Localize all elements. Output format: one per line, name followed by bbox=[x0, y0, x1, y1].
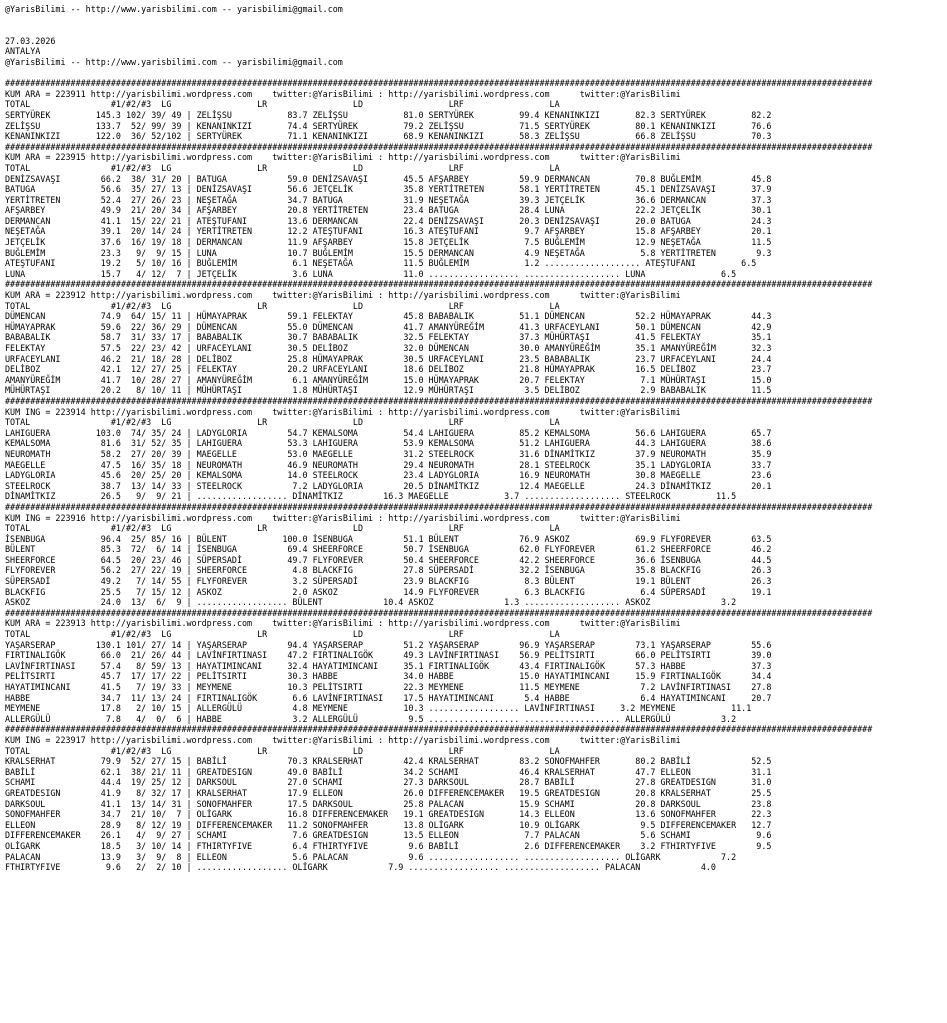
report-line: ELLEON 28.9 8/ 12/ 19 | DIFFERENCEMAKER 11.2 SONOFMAHFER 13.8 OLİGARK 10.9 OLİGARK 9.5 DIFFERENCEMAKER 12.7 bbox=[5, 819, 772, 830]
report-line: YAŞARSERAP 130.1 101/ 27/ 14 | YAŞARSERAP 94.4 YAŞARSERAP 51.2 YAŞARSERAP 96.9 YAŞARSERAP 73.1 YAŞARSERAP 55.6 bbox=[5, 639, 772, 650]
section-divider: ############################################################################################################################################################################ bbox=[5, 395, 873, 406]
section-divider: ############################################################################################################################################################################ bbox=[5, 78, 873, 89]
report-line: 27.03.2026 bbox=[5, 35, 56, 46]
report-line: KRALSERHAT 79.9 52/ 27/ 15 | BABİLİ 70.3 KRALSERHAT 42.4 KRALSERHAT 83.2 SONOFMAHFER 80.2 BABİLİ 52.5 bbox=[5, 756, 772, 767]
section-divider: ############################################################################################################################################################################ bbox=[5, 279, 873, 290]
report-line: MÜHÜRTAŞI 20.2 8/ 10/ 11 | MÜHÜRTAŞI 1.8 MÜHÜRTAŞI 12.9 MÜHÜRTAŞI 3.5 DELİBOZ 2.9 BABABALIK 11.5 bbox=[5, 385, 772, 396]
column-header: TOTAL #1/#2/#3 LG LR LD LRF LA bbox=[5, 745, 560, 756]
report-line: PALACAN 13.9 3/ 9/ 8 | ELLEON 5.6 PALACAN 9.6 .................. ................... OLİGARK 7.2 bbox=[5, 851, 737, 862]
race-header: KUM ING = 223914 http://yarisbilimi.wordpress.com twitter:@YarisBilimi : http://yarisbilimi.wordpress.com twitter:@YarisBilimi bbox=[5, 406, 681, 417]
report-line: KEMALSOMA 81.6 31/ 52/ 35 | LAHIGUERA 53.3 LAHIGUERA 53.9 KEMALSOMA 51.2 LAHIGUERA 44.3 LAHIGUERA 38.6 bbox=[5, 438, 772, 449]
blank-line bbox=[5, 15, 947, 26]
report-line: DIFFERENCEMAKER 26.1 4/ 9/ 27 | SCHAMI 7.6 GREATDESIGN 13.5 ELLEON 7.7 PALACAN 5.6 SCHAMI 9.6 bbox=[5, 830, 772, 841]
report-line: MEYMENE 17.8 2/ 10/ 15 | ALLERGÜLÜ 4.8 MEYMENE 10.3 .................. LAVİNFIRTINASI 3.2 MEYMENE 11.1 bbox=[5, 703, 752, 714]
report-line: FIRTINALIGÖK 66.0 21/ 26/ 44 | LAVİNFIRTINASI 47.2 FIRTINALIGÖK 49.3 LAVİNFIRTINASI 56.9 PELİTSIRTI 66.0 PELİTSIRTI 39.0 bbox=[5, 650, 772, 661]
section-divider: ############################################################################################################################################################################ bbox=[5, 501, 873, 512]
report-line: ASKOZ 24.0 13/ 6/ 9 | .................. BÜLENT 10.4 ASKOZ 1.3 ................... ASKOZ 3.2 bbox=[5, 597, 737, 608]
report-line: SCHAMI 44.4 19/ 25/ 12 | DARKSOUL 27.0 SCHAMI 27.3 DARKSOUL 28.7 BABİLİ 27.8 GREATDESIGN 31.0 bbox=[5, 777, 772, 788]
report-line: HAYATIMINCANI 41.5 7/ 19/ 33 | MEYMENE 10.3 PELİTSIRTI 22.3 MEYMENE 11.5 MEYMENE 7.2 LAVİNFIRTINASI 27.8 bbox=[5, 682, 772, 692]
report-line: DARKSOUL 41.1 13/ 14/ 31 | SONOFMAHFER 17.5 DARKSOUL 25.8 PALACAN 15.9 SCHAMI 20.8 DARKSOUL 23.8 bbox=[5, 798, 772, 809]
report-line: URFACEYLANI 46.2 21/ 18/ 28 | DELİBOZ 25.8 HÜMAYAPRAK 30.5 URFACEYLANI 23.5 BABABALIK 23.7 URFACEYLANI 24.4 bbox=[5, 353, 772, 364]
report-line: STEELROCK 38.7 13/ 14/ 33 | STEELROCK 7.2 LADYGLORIA 20.5 DİNAMİTKIZ 12.4 MAEGELLE 24.3 DİNAMİTKIZ 20.1 bbox=[5, 480, 772, 491]
report-line: SÜPERSADİ 49.2 7/ 14/ 55 | FLYFOREVER 3.2 SÜPERSADİ 23.9 BLACKFIG 8.3 BÜLENT 19.1 BÜLENT 26.3 bbox=[5, 576, 772, 587]
report-line: BABABALIK 58.7 31/ 33/ 17 | BABABALIK 30.7 BABABALIK 32.5 FELEKTAY 37.3 MÜHÜRTAŞI 41.5 FELEKTAY 35.1 bbox=[5, 332, 772, 343]
race-header: KUM ING = 223916 http://yarisbilimi.wordpress.com twitter:@YarisBilimi : http://yarisbilimi.wordpress.com twitter:@YarisBilimi bbox=[5, 512, 681, 523]
report-line: AMANYÜREĞİM 41.7 10/ 28/ 27 | AMANYÜREĞİM 6.1 AMANYÜREĞİM 15.0 HÜMAYAPRAK 20.7 FELEKTAY 7.1 MÜHÜRTAŞI 15.0 bbox=[5, 374, 772, 385]
report-line: DELİBOZ 42.1 12/ 27/ 25 | FELEKTAY 20.2 URFACEYLANI 18.6 DELİBOZ 21.8 HÜMAYAPRAK 16.5 DELİBOZ 23.7 bbox=[5, 364, 772, 375]
report-line: LAHIGUERA 103.0 74/ 35/ 24 | LADYGLORIA 54.7 KEMALSOMA 54.4 LAHIGUERA 85.2 KEMALSOMA 56.6 LAHIGUERA 65.7 bbox=[5, 427, 772, 438]
report-line: AFŞARBEY 49.9 21/ 20/ 34 | AFŞARBEY 20.8 YERTİTRETEN 23.4 BATUGA 28.4 LUNA 22.2 JETÇELİK 30.1 bbox=[5, 205, 772, 216]
report-line: BABİLİ 62.1 38/ 21/ 11 | GREATDESIGN 49.0 BABİLİ 34.2 SCHAMI 46.4 KRALSERHAT 47.7 ELLEON 31.1 bbox=[5, 766, 772, 777]
report-line: HABBE 34.7 11/ 13/ 24 | FIRTINALIGÖK 6.6 LAVİNFIRTINASI 17.5 HAYATIMINCANI 5.4 HABBE 6.4 HAYATIMINCANI 20.7 bbox=[5, 692, 772, 703]
report-line: KENANINKIZI 122.0 36/ 52/102 | SERTYÜREK 71.1 KENANINKIZI 68.9 KENANINKIZI 58.3 ZELİŞSU 66.8 ZELİŞSU 70.3 bbox=[5, 131, 772, 142]
report-line: DERMANCAN 41.1 15/ 22/ 21 | ATEŞTUFANI 13.6 DERMANCAN 22.4 DENİZSAVAŞI 20.3 DENİZSAVAŞI 20.0 BATUGA 24.3 bbox=[5, 215, 772, 226]
report-line: FELEKTAY 57.5 22/ 23/ 42 | URFACEYLANI 30.5 DELİBOZ 32.0 DÜMENCAN 30.0 AMANYÜREĞİM 35.1 AMANYÜREĞİM 32.3 bbox=[5, 343, 772, 353]
race-header: KUM ING = 223917 http://yarisbilimi.wordpress.com twitter:@YarisBilimi : http://yarisbilimi.wordpress.com twitter:@YarisBilimi bbox=[5, 734, 681, 745]
section-divider: ############################################################################################################################################################################ bbox=[5, 141, 873, 152]
site-banner: @YarisBilimi -- http://www.yarisbilimi.com -- yarisbilimi@gmail.com bbox=[5, 56, 343, 67]
report-line: PELİTSIRTI 45.7 17/ 17/ 22 | PELİTSIRTI 30.3 HABBE 34.0 HABBE 15.0 HAYATIMINCANI 15.9 FIRTINALIGÖK 34.4 bbox=[5, 671, 772, 682]
race-header: KUM ARA = 223915 http://yarisbilimi.wordpress.com twitter:@YarisBilimi : http://yarisbilimi.wordpress.com twitter:@YarisBilimi bbox=[5, 152, 681, 163]
report-line: BÜLENT 85.3 72/ 6/ 14 | İSENBUGA 69.4 SHEERFORCE 50.7 İSENBUGA 62.0 FLYFOREVER 61.2 SHEERFORCE 46.2 bbox=[5, 544, 772, 555]
column-header: TOTAL #1/#2/#3 LG LR LD LRF LA bbox=[5, 629, 560, 640]
report-line: DİNAMİTKIZ 26.5 9/ 9/ 21 | .................. DİNAMİTKIZ 16.3 MAEGELLE 3.7 ................... STEELROCK 11.5 bbox=[5, 491, 737, 502]
report-line: HÜMAYAPRAK 59.6 22/ 36/ 29 | DÜMENCAN 55.0 DÜMENCAN 41.7 AMANYÜREĞİM 41.3 URFACEYLANI 50.1 DÜMENCAN 42.9 bbox=[5, 321, 772, 332]
section-divider: ############################################################################################################################################################################ bbox=[5, 724, 873, 735]
report-line: ALLERGÜLÜ 7.8 4/ 0/ 6 | HABBE 3.2 ALLERGÜLÜ 9.5 .................. ................... ALLERGÜLÜ 3.2 bbox=[5, 713, 737, 724]
column-header: TOTAL #1/#2/#3 LG LR LD LRF LA bbox=[5, 162, 560, 173]
column-header: TOTAL #1/#2/#3 LG LR LD LRF LA bbox=[5, 99, 560, 110]
report-line: DÜMENCAN 74.9 64/ 15/ 11 | HÜMAYAPRAK 59.1 FELEKTAY 45.8 BABABALIK 51.1 DÜMENCAN 52.2 HÜMAYAPRAK 44.3 bbox=[5, 311, 772, 322]
report-line: BUĞLEMİM 23.3 9/ 9/ 15 | LUNA 10.7 BUĞLEMİM 15.5 DERMANCAN 4.9 NEŞETAĞA 5.8 YERTİTRETEN 9.3 bbox=[5, 247, 772, 258]
report-line: ANTALYA bbox=[5, 46, 41, 57]
site-banner: @YarisBilimi -- http://www.yarisbilimi.com -- yarisbilimi@gmail.com bbox=[5, 4, 343, 14]
blank-line bbox=[5, 68, 947, 79]
report-line: FLYFOREVER 56.2 27/ 22/ 19 | SHEERFORCE 4.8 BLACKFIG 27.8 SÜPERSADİ 32.2 İSENBUGA 35.8 BLACKFIG 26.3 bbox=[5, 565, 772, 576]
report-line: LAVİNFIRTINASI 57.4 8/ 59/ 13 | HAYATIMINCANI 32.4 HAYATIMINCANI 35.1 FIRTINALIGÖK 43.4 FIRTINALIGÖK 57.3 HABBE 37.3 bbox=[5, 660, 772, 671]
report-line: ZELİŞSU 133.7 52/ 99/ 39 | KENANINKIZI 74.4 SERTYÜREK 79.2 ZELİŞSU 71.5 SERTYÜREK 80.1 KENANINKIZI 76.6 bbox=[5, 120, 772, 131]
report-line: DENİZSAVAŞI 66.2 38/ 31/ 20 | BATUGA 59.0 DENİZSAVAŞI 45.5 AFŞARBEY 59.9 DERMANCAN 70.8 BUĞLEMİM 45.8 bbox=[5, 173, 772, 184]
report-line: LUNA 15.7 4/ 12/ 7 | JETÇELİK 3.6 LUNA 11.0 .................. ................... LUNA 6.5 bbox=[5, 268, 737, 279]
report-line: GREATDESIGN 41.9 8/ 32/ 17 | KRALSERHAT 17.9 ELLEON 26.0 DIFFERENCEMAKER 19.5 GREATDESIGN 20.8 KRALSERHAT 25.5 bbox=[5, 787, 772, 798]
report-line: SHEERFORCE 64.5 20/ 23/ 46 | SÜPERSADİ 49.7 FLYFOREVER 50.4 SHEERFORCE 42.2 SHEERFORCE 36.6 İSENBUGA 44.5 bbox=[5, 554, 772, 565]
report-line: NEŞETAĞA 39.1 20/ 14/ 24 | YERTİTRETEN 12.2 ATEŞTUFANI 16.3 ATEŞTUFANI 9.7 AFŞARBEY 15.8 AFŞARBEY 20.1 bbox=[5, 226, 772, 237]
report-line: NEUROMATH 58.2 27/ 20/ 39 | MAEGELLE 53.0 MAEGELLE 31.2 STEELROCK 31.6 DİNAMİTKIZ 37.9 NEUROMATH 35.9 bbox=[5, 448, 772, 459]
column-header: TOTAL #1/#2/#3 LG LR LD LRF LA bbox=[5, 300, 560, 311]
section-divider: ############################################################################################################################################################################ bbox=[5, 607, 873, 618]
report-line: BATUGA 56.6 35/ 27/ 13 | DENİZSAVAŞI 56.6 JETÇELİK 35.8 YERTİTRETEN 58.1 YERTİTRETEN 45.1 DENİZSAVAŞI 37.9 bbox=[5, 184, 772, 195]
report-line: ATEŞTUFANI 19.2 5/ 10/ 16 | BUĞLEMİM 6.1 NEŞETAĞA 11.5 BUĞLEMİM 1.2 ................... ATEŞTUFANI 6.5 bbox=[5, 258, 757, 269]
report-line: BLACKFIG 25.5 7/ 15/ 12 | ASKOZ 2.0 ASKOZ 14.9 FLYFOREVER 6.3 BLACKFIG 6.4 SÜPERSADİ 19.1 bbox=[5, 586, 772, 597]
report-line: İSENBUGA 96.4 25/ 85/ 16 | BÜLENT 100.0 İSENBUGA 51.1 BÜLENT 76.9 ASKOZ 69.9 FLYFOREVER 63.5 bbox=[5, 533, 772, 544]
column-header: TOTAL #1/#2/#3 LG LR LD LRF LA bbox=[5, 523, 560, 534]
report-line: JETÇELİK 37.6 16/ 19/ 18 | DERMANCAN 11.9 AFŞARBEY 15.8 JETÇELİK 7.5 BUĞLEMİM 12.9 NEŞETAĞA 11.5 bbox=[5, 237, 772, 248]
column-header: TOTAL #1/#2/#3 LG LR LD LRF LA bbox=[5, 417, 560, 428]
report-line: OLİGARK 18.5 3/ 10/ 14 | FTHIRTYFIVE 6.4 FTHIRTYFIVE 9.6 BABİLİ 2.6 DIFFERENCEMAKER 3.2 FTHIRTYFIVE 9.5 bbox=[5, 840, 772, 851]
report-line: MAEGELLE 47.5 16/ 35/ 18 | NEUROMATH 46.9 NEUROMATH 29.4 NEUROMATH 28.1 STEELROCK 35.1 LADYGLORIA 33.7 bbox=[5, 459, 772, 470]
report-line: YERTİTRETEN 52.4 27/ 26/ 23 | NEŞETAĞA 34.7 BATUGA 31.9 NEŞETAĞA 39.3 JETÇELİK 36.6 DERMANCAN 37.3 bbox=[5, 194, 772, 205]
report-line: LADYGLORIA 45.6 20/ 25/ 20 | KEMALSOMA 14.0 STEELROCK 23.4 LADYGLORIA 16.9 NEUROMATH 30.8 MAEGELLE 23.6 bbox=[5, 470, 772, 481]
blank-line bbox=[5, 25, 947, 36]
report-line: SERTYÜREK 145.3 102/ 39/ 49 | ZELİŞSU 83.7 ZELİŞSU 81.0 SERTYÜREK 99.4 KENANINKIZI 82.3 SERTYÜREK 82.2 bbox=[5, 109, 772, 120]
report-line: FTHIRTYFIVE 9.6 2/ 2/ 10 | .................. OLİGARK 7.9 .................. ................... PALACAN 4.0 bbox=[5, 862, 716, 873]
race-header: KUM ARA = 223912 http://yarisbilimi.wordpress.com twitter:@YarisBilimi : http://yarisbilimi.wordpress.com twitter:@YarisBilimi bbox=[5, 290, 681, 301]
race-header: KUM ARA = 223913 http://yarisbilimi.wordpress.com twitter:@YarisBilimi : http://yarisbilimi.wordpress.com twitter:@YarisBilimi bbox=[5, 618, 681, 629]
race-header: KUM ARA = 223911 http://yarisbilimi.wordpress.com twitter:@YarisBilimi : http://yarisbilimi.wordpress.com twitter:@YarisBilimi bbox=[5, 88, 681, 99]
report-line: SONOFMAHFER 34.7 21/ 10/ 7 | OLİGARK 16.8 DIFFERENCEMAKER 19.1 GREATDESIGN 14.3 ELLEON 13.6 SONOFMAHFER 22.3 bbox=[5, 809, 772, 820]
